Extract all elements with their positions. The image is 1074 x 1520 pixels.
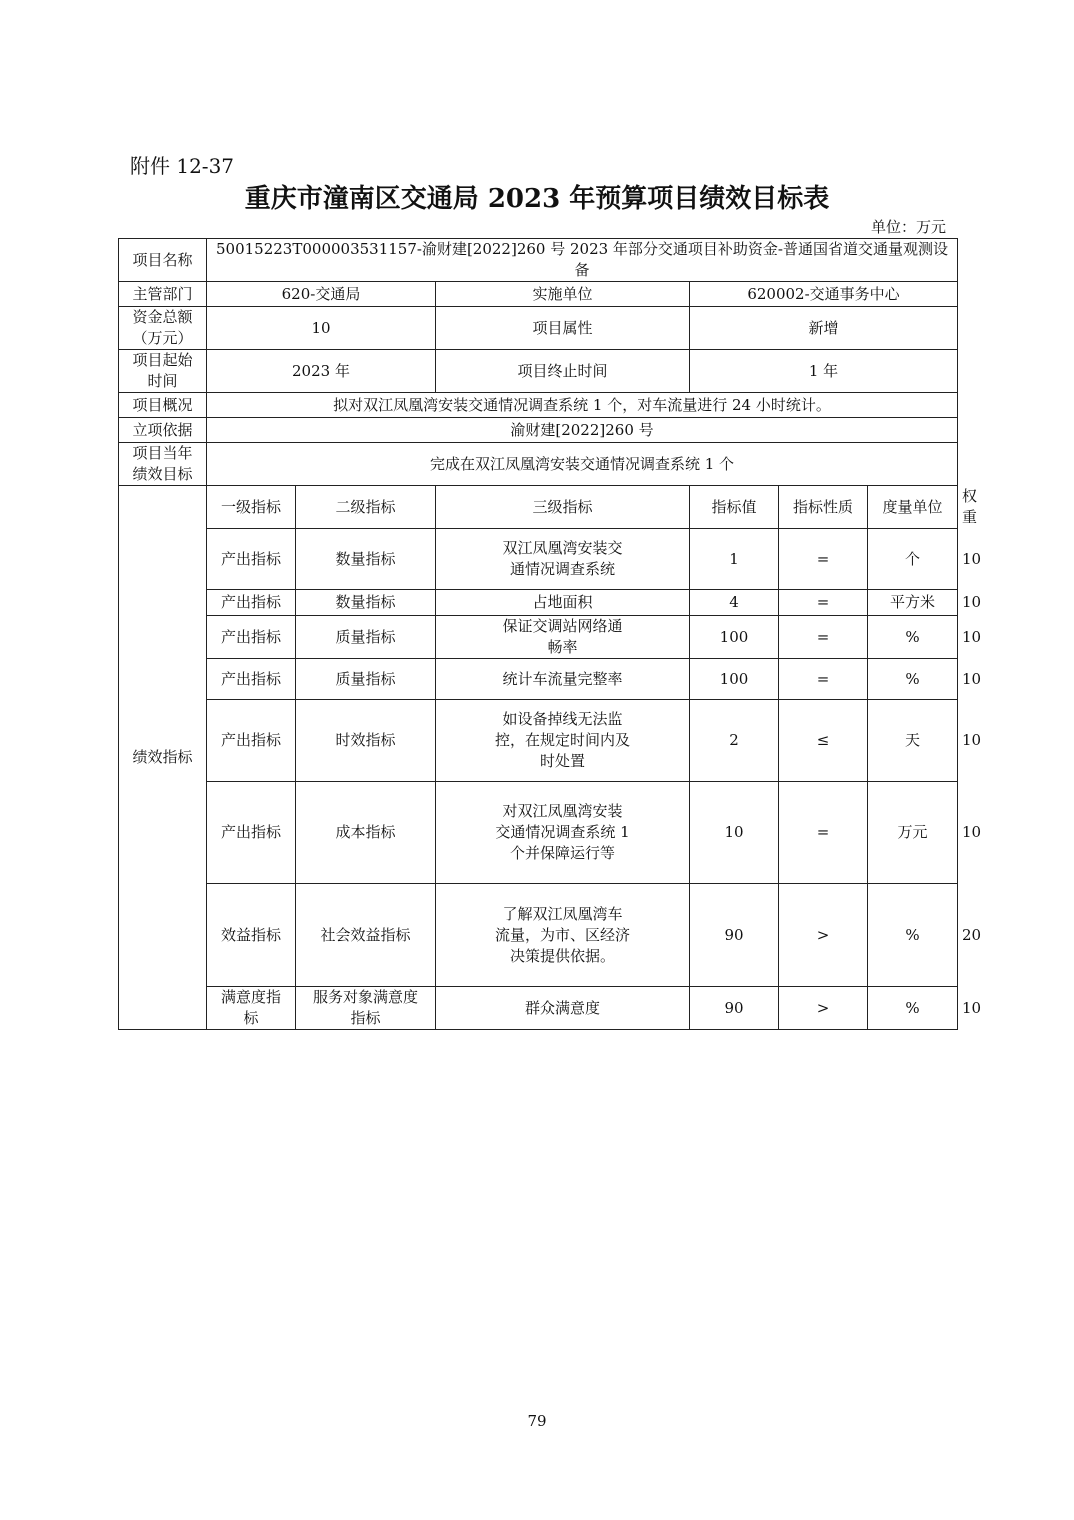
document-title: 重庆市潼南区交通局 2023 年预算项目绩效目标表 bbox=[244, 184, 830, 214]
perf-l2-cell: 成本指标 bbox=[296, 782, 436, 884]
perf-l3-cell: 占地面积 bbox=[436, 590, 690, 616]
perf-header-cell: 三级指标 bbox=[436, 486, 690, 529]
perf-nature-cell: = bbox=[779, 782, 868, 884]
perf-l2-cell: 社会效益指标 bbox=[296, 884, 436, 987]
perf-nature-cell: > bbox=[779, 987, 868, 1030]
perf-value-cell: 100 bbox=[690, 616, 779, 659]
attachment-label: 附件 12-37 bbox=[130, 154, 235, 178]
perf-l3-cell: 了解双江凤凰湾车 流量，为市、区经济 决策提供依据。 bbox=[436, 884, 690, 987]
perf-l1-cell: 产出指标 bbox=[207, 529, 296, 590]
unit-label: 单位：万元 bbox=[870, 218, 946, 236]
perf-unit-cell: 天 bbox=[868, 700, 958, 782]
impl-label: 实施单位 bbox=[436, 282, 690, 307]
table-row: 产出指标 质量指标 保证交调站网络通 畅率 100 = % 10 bbox=[119, 616, 958, 659]
perf-header-cell: 度量单位 bbox=[868, 486, 958, 529]
project-name-label: 项目名称 bbox=[119, 239, 207, 282]
perf-l2-cell: 服务对象满意度 指标 bbox=[296, 987, 436, 1030]
perf-unit-cell: % bbox=[868, 987, 958, 1030]
table-row: 产出指标 质量指标 统计车流量完整率 100 = % 10 bbox=[119, 659, 958, 700]
table-row: 产出指标 数量指标 占地面积 4 = 平方米 10 bbox=[119, 590, 958, 616]
funds-value: 10 bbox=[207, 307, 436, 350]
perf-unit-cell: % bbox=[868, 616, 958, 659]
overview-value: 拟对双江凤凰湾安装交通情况调查系统 1 个，对车流量进行 24 小时统计。 bbox=[207, 393, 958, 418]
page-number: 79 bbox=[527, 1412, 547, 1430]
perf-l2-cell: 质量指标 bbox=[296, 616, 436, 659]
overview-label: 项目概况 bbox=[119, 393, 207, 418]
perf-l1-cell: 产出指标 bbox=[207, 616, 296, 659]
perf-header-cell: 一级指标 bbox=[207, 486, 296, 529]
perf-l2-cell: 数量指标 bbox=[296, 590, 436, 616]
project-name-value: 50015223T000003531157-渝财建[2022]260 号 2023 年部分交通项目补助资金-普通国省道交通量观测设备 bbox=[207, 239, 958, 282]
table-row: 产出指标 成本指标 对双江凤凰湾安装 交通情况调查系统 1 个并保障运行等 10 = 万元 10 bbox=[119, 782, 958, 884]
attr-value: 新增 bbox=[690, 307, 958, 350]
perf-nature-cell: = bbox=[779, 590, 868, 616]
perf-l2-cell: 时效指标 bbox=[296, 700, 436, 782]
attr-label: 项目属性 bbox=[436, 307, 690, 350]
perf-l3-cell: 双江凤凰湾安装交 通情况调查系统 bbox=[436, 529, 690, 590]
perf-nature-cell: ≤ bbox=[779, 700, 868, 782]
perf-unit-cell: % bbox=[868, 659, 958, 700]
goal-label: 项目当年 绩效目标 bbox=[119, 443, 207, 486]
perf-nature-cell: > bbox=[779, 884, 868, 987]
perf-header-cell: 二级指标 bbox=[296, 486, 436, 529]
perf-nature-cell: = bbox=[779, 529, 868, 590]
perf-l3-cell: 统计车流量完整率 bbox=[436, 659, 690, 700]
perf-l1-cell: 满意度指 标 bbox=[207, 987, 296, 1030]
start-value: 2023 年 bbox=[207, 350, 436, 393]
dept-label: 主管部门 bbox=[119, 282, 207, 307]
perf-unit-cell: 平方米 bbox=[868, 590, 958, 616]
perf-unit-cell: % bbox=[868, 884, 958, 987]
performance-target-table: 项目名称 50015223T000003531157-渝财建[2022]260 号 2023 年部分交通项目补助资金-普通国省道交通量观测设备 主管部门 620-交通局 实施单位 620002-交通事务中心 资金总额 （万元） 10 项目属性 新增 项目起始 时间 2023 年 项目终止时间 1 年 项目概况 拟对双江凤凰湾安装交通情况调查系统 1 个，对车流量进行 24 小时统计。 立项依据 渝财建[2022]260 号 项目当年 绩效目标 完成在双江凤凰湾安装交通情况调查系统 1 个 绩效指标 一级指标 二级指标 三级指标 指标值 指标性质 度量单位 权重 产出指标 数量指标 双江凤凰湾安装交 通情况调查系统 1 = 个 10 产出指标 数量指标 占地面积 4 = 平方米 10 产出指标 质量指标 保证交调站网络通 畅率 100 = % 10 产出指标 质量指标 统计车流量完整率 100 = % 10 产出指标 时效指标 如设备掉线无法监 控，在规定时间内及 时处置 2 ≤ 天 10 产出指标 成本指标 对双江凤凰湾安装 交通情况调查系统 1 个并保障运行等 10 = 万元 10 效益指标 社会效益指标 了解双江凤凰湾车 流量，为市、区经济 决策提供依据。 90 > % 20 满意度指 标 服务对象满意度 指标 群众满意度 90 > % 10 bbox=[118, 238, 958, 1030]
perf-header-cell: 指标值 bbox=[690, 486, 779, 529]
perf-l3-cell: 如设备掉线无法监 控，在规定时间内及 时处置 bbox=[436, 700, 690, 782]
table-row: 满意度指 标 服务对象满意度 指标 群众满意度 90 > % 10 bbox=[119, 987, 958, 1030]
start-label: 项目起始 时间 bbox=[119, 350, 207, 393]
perf-l2-cell: 数量指标 bbox=[296, 529, 436, 590]
end-label: 项目终止时间 bbox=[436, 350, 690, 393]
perf-nature-cell: = bbox=[779, 616, 868, 659]
table-row: 效益指标 社会效益指标 了解双江凤凰湾车 流量，为市、区经济 决策提供依据。 90 > % 20 bbox=[119, 884, 958, 987]
perf-value-cell: 90 bbox=[690, 884, 779, 987]
perf-value-cell: 1 bbox=[690, 529, 779, 590]
perf-value-cell: 10 bbox=[690, 782, 779, 884]
perf-value-cell: 100 bbox=[690, 659, 779, 700]
perf-value-cell: 2 bbox=[690, 700, 779, 782]
perf-header-cell: 指标性质 bbox=[779, 486, 868, 529]
impl-value: 620002-交通事务中心 bbox=[690, 282, 958, 307]
perf-l1-cell: 产出指标 bbox=[207, 782, 296, 884]
basis-label: 立项依据 bbox=[119, 418, 207, 443]
basis-value: 渝财建[2022]260 号 bbox=[207, 418, 958, 443]
perf-unit-cell: 个 bbox=[868, 529, 958, 590]
perf-l3-cell: 保证交调站网络通 畅率 bbox=[436, 616, 690, 659]
perf-l1-cell: 产出指标 bbox=[207, 659, 296, 700]
perf-l3-cell: 群众满意度 bbox=[436, 987, 690, 1030]
perf-indicator-label: 绩效指标 bbox=[119, 486, 207, 1030]
table-row: 产出指标 数量指标 双江凤凰湾安装交 通情况调查系统 1 = 个 10 bbox=[119, 529, 958, 590]
perf-value-cell: 90 bbox=[690, 987, 779, 1030]
perf-unit-cell: 万元 bbox=[868, 782, 958, 884]
perf-value-cell: 4 bbox=[690, 590, 779, 616]
perf-l2-cell: 质量指标 bbox=[296, 659, 436, 700]
perf-nature-cell: = bbox=[779, 659, 868, 700]
table-row: 产出指标 时效指标 如设备掉线无法监 控，在规定时间内及 时处置 2 ≤ 天 10 bbox=[119, 700, 958, 782]
end-value: 1 年 bbox=[690, 350, 958, 393]
perf-l1-cell: 产出指标 bbox=[207, 700, 296, 782]
funds-label: 资金总额 （万元） bbox=[119, 307, 207, 350]
perf-l3-cell: 对双江凤凰湾安装 交通情况调查系统 1 个并保障运行等 bbox=[436, 782, 690, 884]
dept-value: 620-交通局 bbox=[207, 282, 436, 307]
perf-l1-cell: 产出指标 bbox=[207, 590, 296, 616]
goal-value: 完成在双江凤凰湾安装交通情况调查系统 1 个 bbox=[207, 443, 958, 486]
perf-l1-cell: 效益指标 bbox=[207, 884, 296, 987]
